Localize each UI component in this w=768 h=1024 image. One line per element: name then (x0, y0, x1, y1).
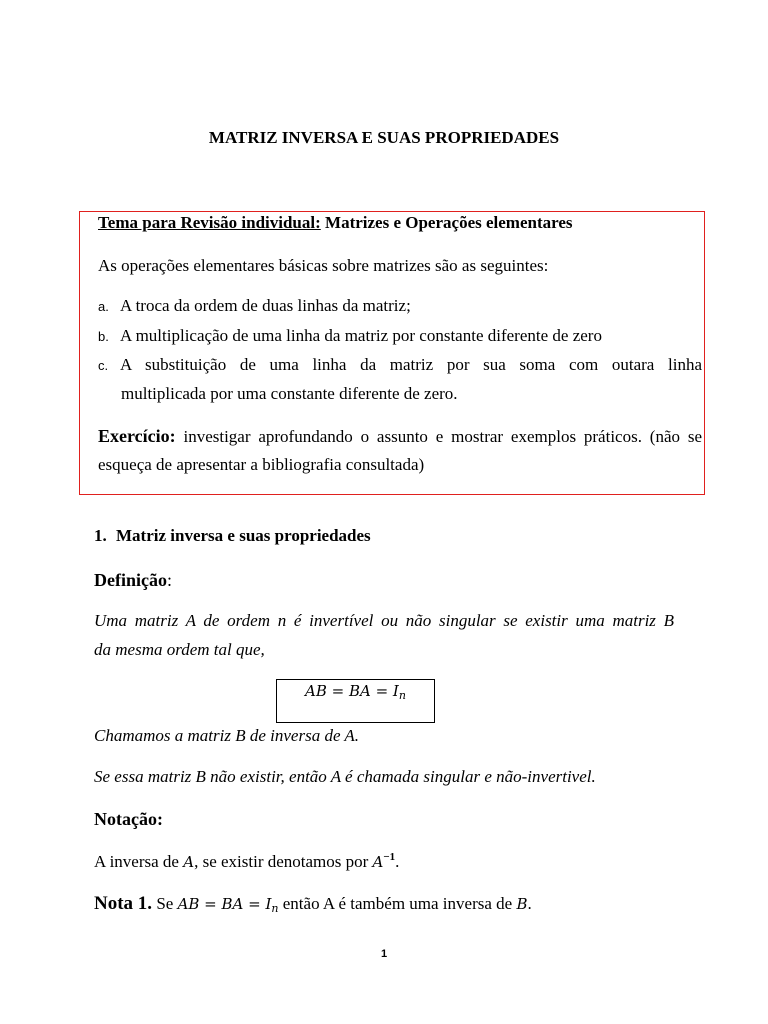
section-title: Matriz inversa e suas propriedades (116, 526, 371, 545)
list-item-text: A multiplicação de uma linha da matriz por constante diferente de zero (120, 326, 602, 345)
review-box (79, 211, 705, 495)
section-heading (94, 526, 371, 546)
list-item-text: A troca da ordem de duas linhas da matriz; (120, 296, 411, 315)
list-item (98, 296, 702, 316)
list-marker: b. (98, 329, 109, 344)
list-item-text: A substituição de uma linha da matriz por sua soma com outara linha (120, 355, 702, 374)
definition-heading (94, 570, 172, 591)
exercise-text: investigar aprofundando o assunto e mostrar exemplos práticos. (não se (175, 427, 702, 446)
singular-statement: Se essa matriz B não existir, então A é chamada singular e não-invertivel. (94, 767, 596, 786)
definition-text-line-2: da mesma ordem tal que, (94, 640, 265, 659)
section-number: 1. (94, 526, 107, 545)
note-equation-subscript: n (271, 902, 279, 915)
list-item (98, 326, 702, 346)
inverse-superscript: −1 (383, 851, 396, 863)
list-marker: a. (98, 299, 109, 314)
equation-main: AB = BA = I (305, 682, 399, 700)
list-item-continuation: multiplicada por uma constante diferente de zero. (121, 384, 458, 403)
definition-label: Definição (94, 570, 167, 590)
note-equation: AB = BA = I (177, 895, 272, 913)
review-intro: As operações elementares básicas sobre matrizes são as seguintes: (98, 256, 549, 275)
notation-heading: Notação: (94, 809, 163, 829)
definition-colon: : (166, 570, 172, 590)
note-var: B (516, 895, 528, 913)
list-item (98, 355, 702, 375)
note-label: Nota 1. (94, 893, 153, 914)
list-marker: c. (98, 358, 109, 373)
note-mid: então A é também uma inversa de (278, 894, 517, 913)
page-title: MATRIZ INVERSA E SUAS PROPRIEDADES (208, 128, 560, 147)
equation (276, 681, 435, 702)
definition-text-line-1: Uma matriz A de ordem n é invertível ou não singular se existir uma matriz B (94, 611, 674, 630)
note-1 (94, 893, 532, 915)
notation-end: . (395, 852, 400, 871)
notation-mid: , se existir denotamos por (194, 852, 373, 871)
inverse-statement: Chamamos a matriz B de inversa de A. (94, 726, 360, 745)
note-pre: Se (152, 894, 178, 913)
note-end: . (527, 894, 532, 913)
exercise-label: Exercício: (98, 426, 176, 446)
equation-subscript: n (398, 689, 406, 702)
notation-pre: A inversa de (94, 852, 184, 871)
review-topic: Matrizes e Operações elementares (320, 213, 573, 232)
inverse-base: A (372, 853, 384, 871)
review-heading (98, 213, 573, 233)
review-label: Tema para Revisão individual: (98, 213, 321, 232)
notation-var: A (183, 853, 195, 871)
notation-text (94, 851, 399, 872)
exercise-line (98, 426, 702, 447)
page-number: 1 (380, 948, 388, 960)
exercise-text-continuation: esqueça de apresentar a bibliografia consultada) (98, 455, 425, 474)
